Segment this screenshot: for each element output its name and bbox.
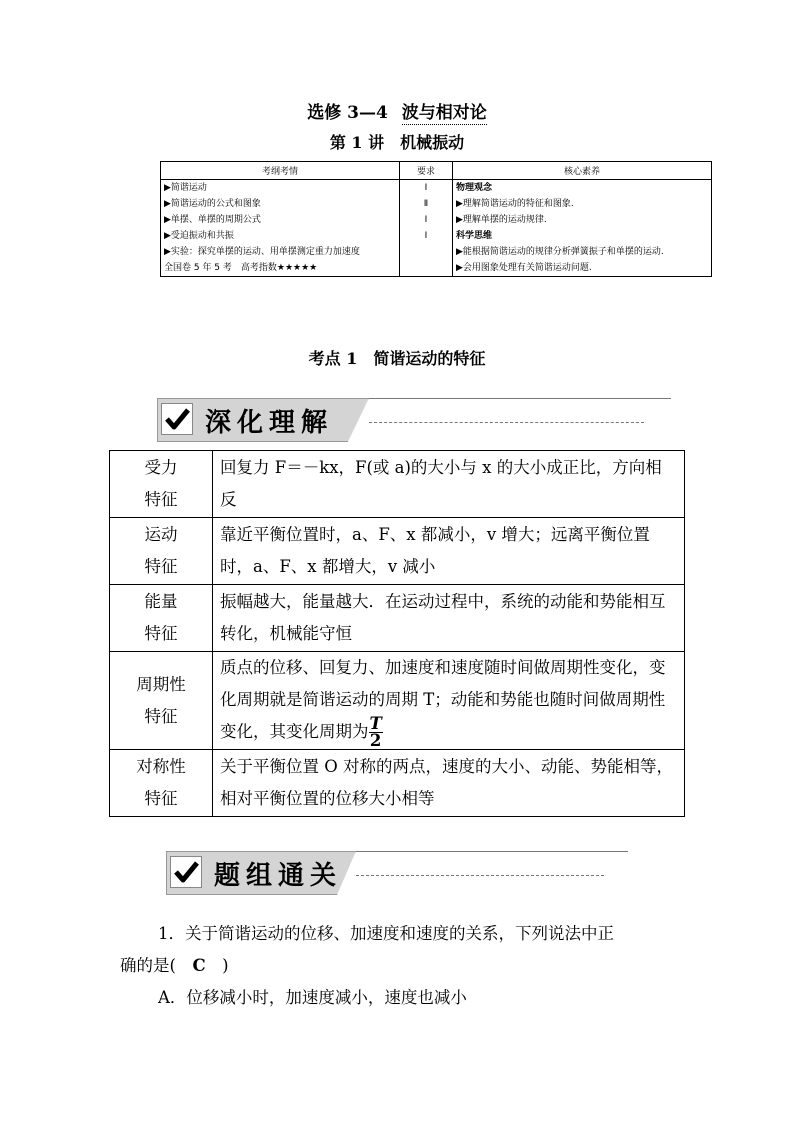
literacy-heading: 物理观念 <box>456 183 493 193</box>
literacy-item: ▶会用图象处理有关简谐运动问题. <box>456 263 592 273</box>
check-icon <box>161 403 193 435</box>
feature-label: 对称性 特征 <box>110 750 213 817</box>
feature-row <box>110 518 685 585</box>
level-item: Ⅰ <box>424 183 428 193</box>
requirements-table <box>160 161 712 277</box>
deep-understanding-banner <box>157 398 677 440</box>
check-icon <box>170 856 202 888</box>
feature-description: 回复力 F＝－kx，F(或 a)的大小与 x 的大小成正比，方向相反 <box>213 451 685 518</box>
literacy-heading: 科学思维 <box>456 231 493 241</box>
feature-row <box>110 585 685 652</box>
banner-label: 深化理解 <box>205 408 334 438</box>
requirements-body-row <box>161 180 712 277</box>
topic-item: ▶实验：探究单摆的运动、用单摆测定重力加速度 <box>164 247 360 257</box>
topic-list <box>161 180 400 277</box>
module-title <box>0 98 794 123</box>
literacy-item: ▶理解单摆的运动规律. <box>456 215 547 225</box>
exam-frequency: 全国卷 5 年 5 考 高考指数★★★★★ <box>164 263 318 273</box>
feature-label: 运动 特征 <box>110 518 213 585</box>
features-table <box>109 450 685 817</box>
module-label: 选修 3—4 <box>307 103 388 123</box>
topic-item: ▶简谐运动的公式和图象 <box>164 199 261 209</box>
feature-label: 周期性 特征 <box>110 652 213 750</box>
feature-row <box>110 451 685 518</box>
feature-description: 靠近平衡位置时，a、F、x 都减小，v 增大；远离平衡位置时，a、F、x 都增大，v 减小 <box>213 518 685 585</box>
feature-description: 振幅越大，能量越大．在运动过程中，系统的动能和势能相互转化，机械能守恒 <box>213 585 685 652</box>
option-a: A．位移减小时，加速度减小，速度也减小 <box>158 988 467 1007</box>
topic-item: ▶受迫振动和共振 <box>164 231 234 241</box>
answer-choice: C <box>192 956 206 975</box>
feature-label: 受力 特征 <box>110 451 213 518</box>
feature-row <box>110 652 685 750</box>
module-subject: 波与相对论 <box>401 103 487 123</box>
lecture-title: 第 1 讲 机械振动 <box>329 133 465 152</box>
feature-description: 关于平衡位置 O 对称的两点，速度的大小、动能、势能相等，相对平衡位置的位移大小相等 <box>213 750 685 817</box>
level-item: Ⅰ <box>424 215 428 225</box>
section-title: 考点 1 简谐运动的特征 <box>308 349 486 368</box>
header-level: 要求 <box>400 162 453 180</box>
practice-banner <box>166 851 636 893</box>
feature-label: 能量 特征 <box>110 585 213 652</box>
header-outline: 考纲考情 <box>161 162 400 180</box>
feature-row <box>110 750 685 817</box>
level-item: Ⅰ <box>424 231 428 241</box>
literacy-item: ▶能根据简谐运动的规律分析弹簧振子和单摆的运动. <box>456 247 664 257</box>
literacy-item: ▶理解简谐运动的特征和图象. <box>456 199 574 209</box>
requirements-header-row <box>161 162 712 180</box>
banner-label: 题组通关 <box>214 861 343 891</box>
topic-item: ▶简谐运动 <box>164 183 207 193</box>
header-literacy: 核心素养 <box>453 162 712 180</box>
level-list <box>400 180 453 277</box>
level-item: Ⅱ <box>423 199 429 209</box>
question-line-2: 确的是( C ) <box>120 956 229 975</box>
literacy-list <box>453 180 712 277</box>
feature-description: 质点的位移、回复力、加速度和速度随时间做周期性变化，变化周期就是简谐运动的周期 T；动能和势能也随时间做周期性变化，其变化周期为 $\frac{T}{2}$ <box>213 652 685 750</box>
topic-item: ▶单摆、单摆的周期公式 <box>164 215 261 225</box>
question-line-1: 1．关于简谐运动的位移、加速度和速度的关系，下列说法中正 <box>158 924 614 943</box>
period-fraction: $\frac{T}{2}$ <box>369 714 382 750</box>
